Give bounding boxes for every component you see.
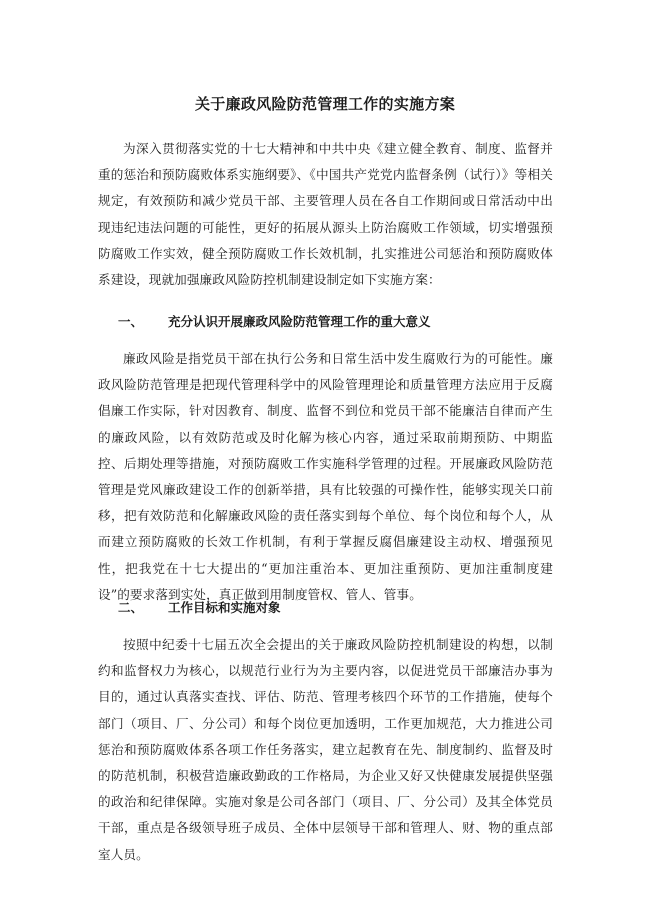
section-heading-1	[118, 312, 431, 330]
intro-paragraph: 为深入贯彻落实党的十七大精神和中共中央《建立健全教育、制度、监督并重的惩治和预防腐败体系实施纲要》、《中国共产党党内监督条例（试行）》等相关规定，有效预防和减少党员干部、主要管理人员在各自工作期间或日常活动中出现违纪违法问题的可能性，更好的拓展从源头上防治腐败工作领域，切实增强预防腐败工作实效，健全预防腐败工作长效机制，扎实推进公司惩治和预防腐败体系建设，现就加强廉政风险防控机制建设制定如下实施方案：	[98, 141, 553, 288]
section-body-1: 廉政风险是指党员干部在执行公务和日常生活中发生腐败行为的可能性。廉政风险防范管理是把现代管理科学中的风险管理理论和质量管理方法应用于反腐倡廉工作实际，针对因教育、制度、监督不到位和党员干部不能廉洁自律而产生的廉政风险，以有效防范或及时化解为核心内容，通过采取前期预防、中期监控、后期处理等措施，对预防腐败工作实施科学管理的过程。开展廉政风险防范管理是党风廉政建设工作的创新举措，具有比较强的可操作性，能够实现关口前移，把有效防范和化解廉政风险的责任落实到每个单位、每个岗位和每个人，从而建立预防腐败的长效工作机制，有利于掌握反腐倡廉建设主动权、增强预见性，把我党在十七大提出的“更加注重治本、更加注重预防、更加注重制度建设”的要求落到实处，真正做到用制度管权、管人、管事。	[98, 351, 553, 602]
section-number-1: 一、	[118, 314, 144, 329]
section-number-2: 二、	[118, 600, 144, 615]
section-title-2: 工作目标和实施对象	[168, 600, 281, 615]
section-title-1: 充分认识开展廉政风险防范管理工作的重大意义	[168, 314, 431, 329]
section-body-2: 按照中纪委十七届五次全会提出的关于廉政风险防控机制建设的构想，以制约和监督权力为核心，以规范行业行为为主要内容，以促进党员干部廉洁办事为目的，通过认真落实查找、评估、防范、管理考核四个环节的工作措施，使每个部门（项目、厂、分公司）和每个岗位更加透明，工作更加规范，大力推进公司惩治和预防腐败体系各项工作任务落实，建立起教育在先、制度制约、监督及时的防范机制，积极营造廉政勤政的工作格局，为企业又好又快健康发展提供坚强的政治和纪律保障。实施对象是公司各部门（项目、厂、分公司）及其全体党员干部，重点是各级领导班子成员、全体中层领导干部和管理人、财、物的重点部室人员。	[98, 637, 553, 862]
document-title: 关于廉政风险防范管理工作的实施方案	[194, 95, 456, 113]
section-heading-2	[118, 598, 281, 616]
